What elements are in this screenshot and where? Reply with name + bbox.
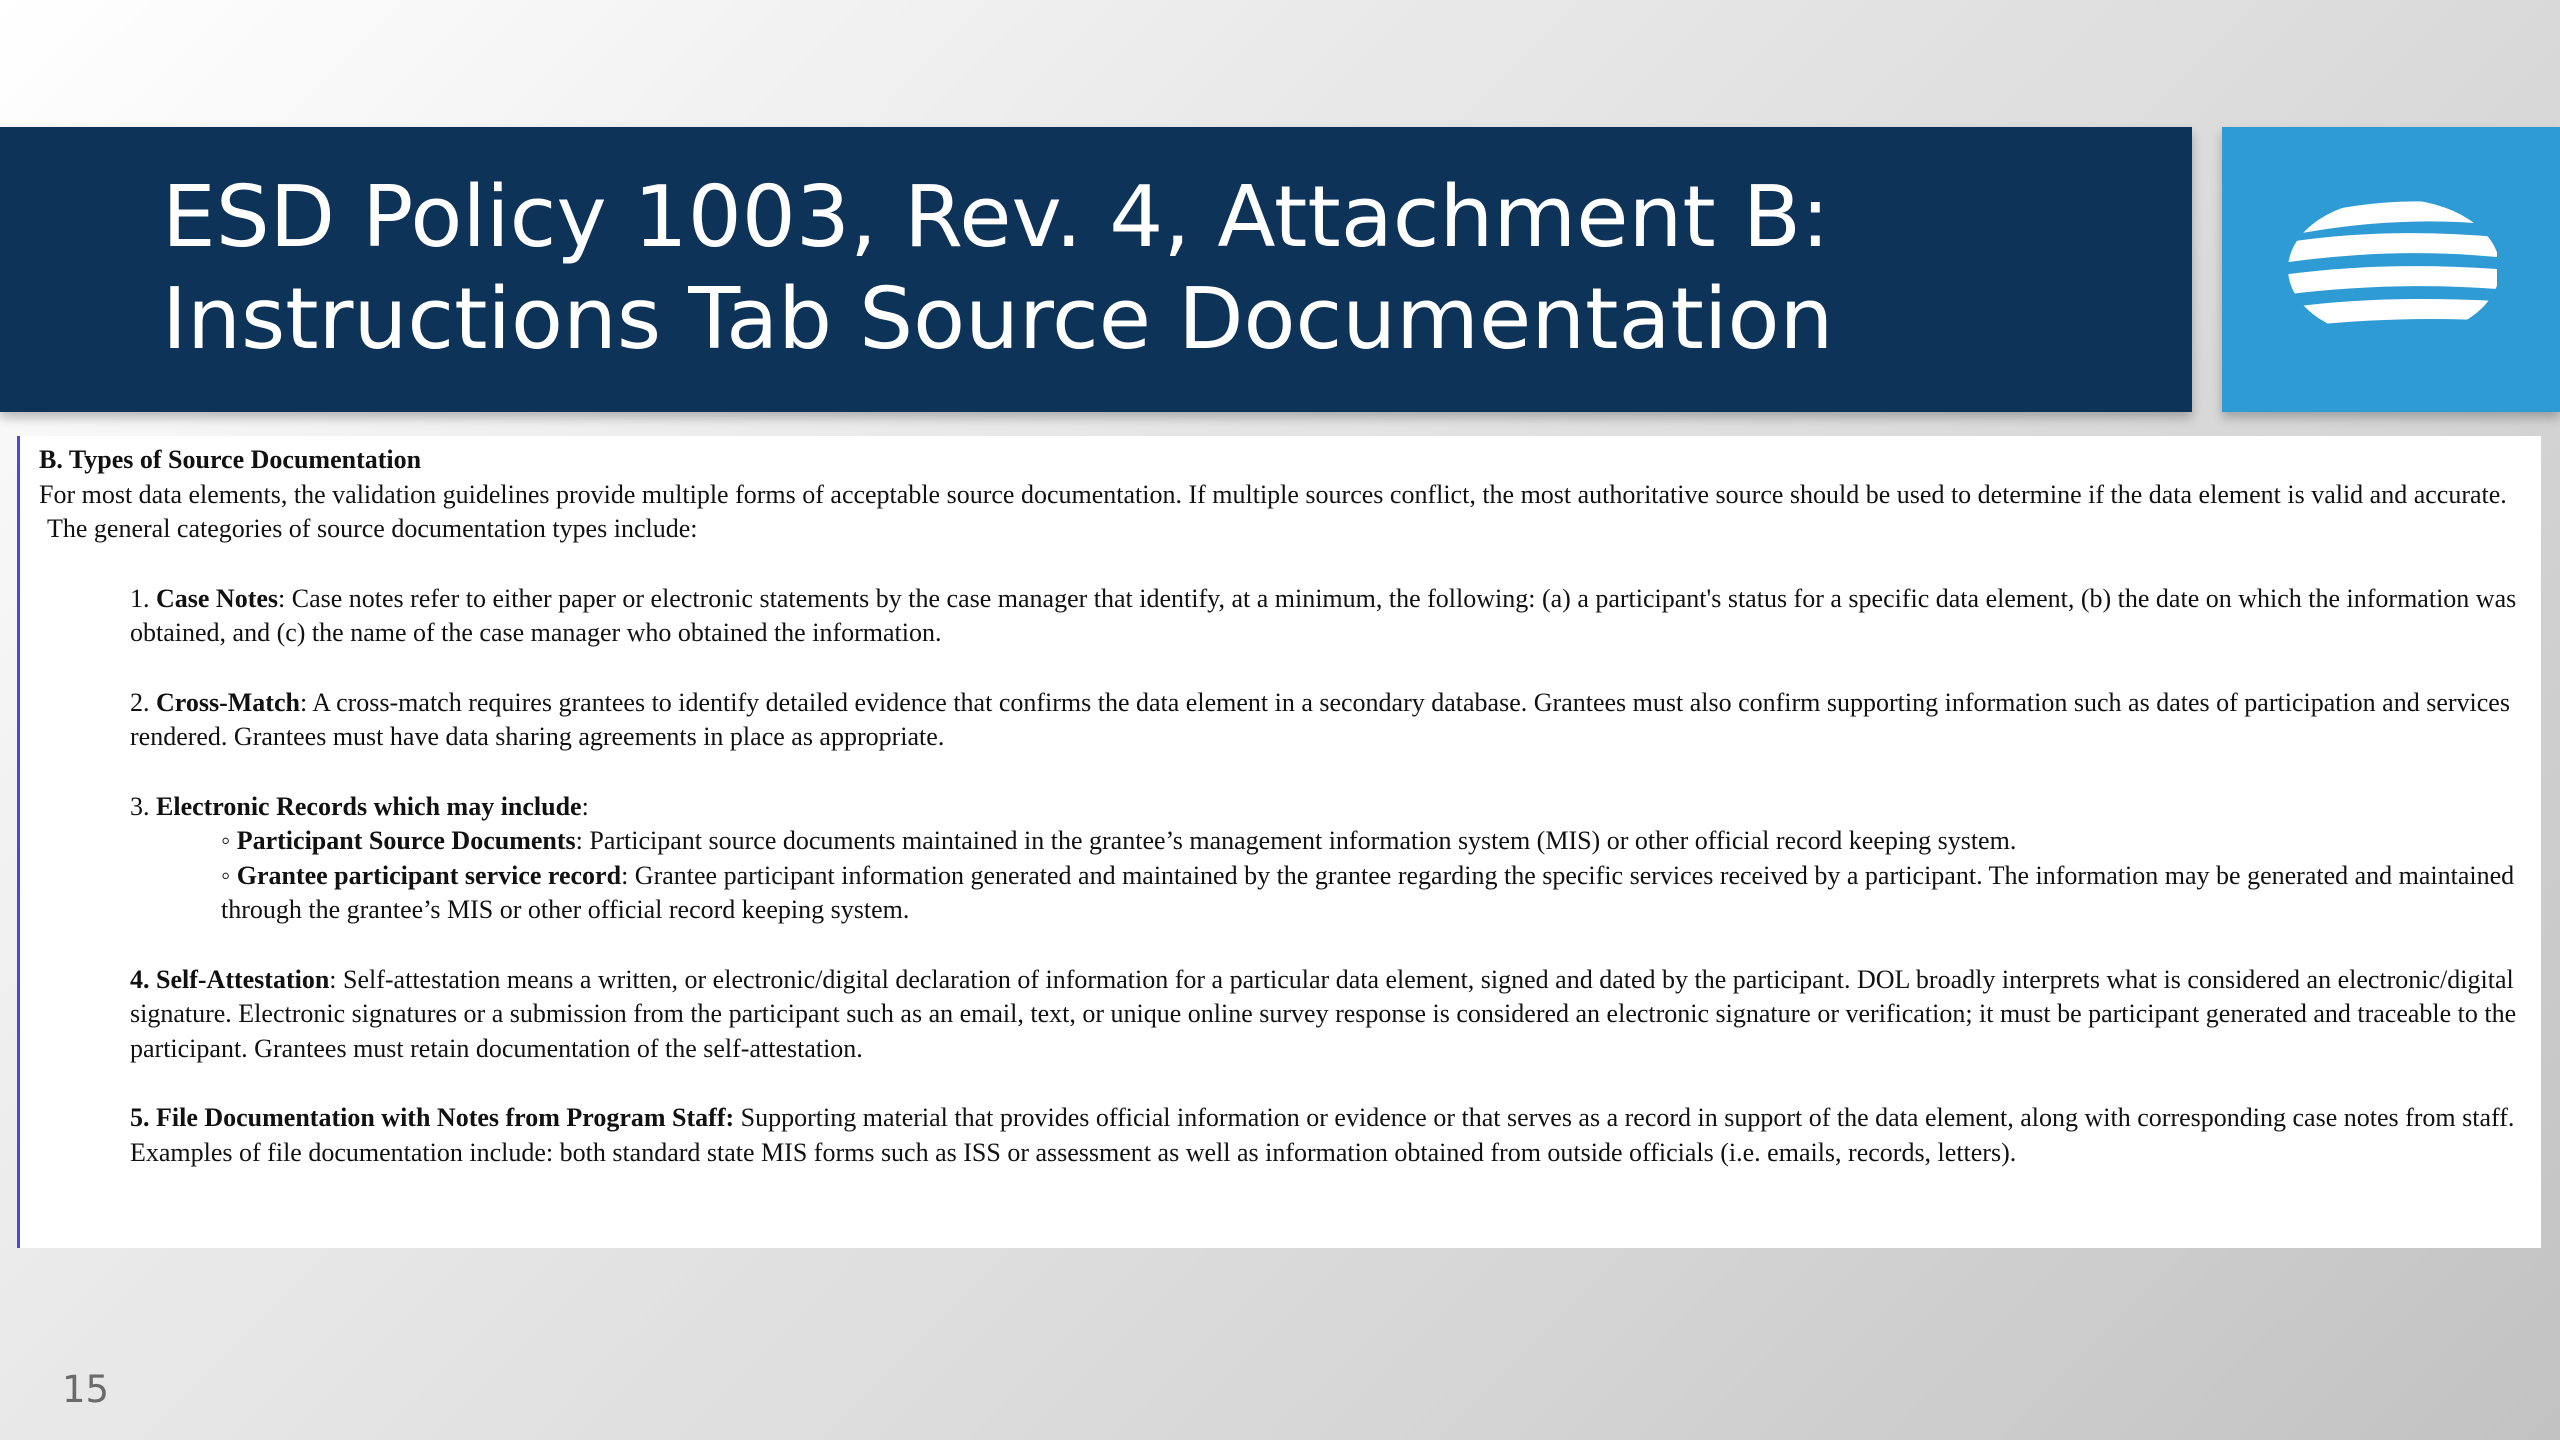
title-bar xyxy=(0,127,2192,412)
section-heading: B. Types of Source Documentation xyxy=(39,445,422,474)
logo-box xyxy=(2222,127,2560,412)
list-item-electronic-records: 3. Electronic Records which may include: xyxy=(130,791,589,821)
list-item-case-notes: 1. Case Notes: Case notes refer to either paper or electronic statements by the case manager that identify, at a minimum, the following: (a) a participant's status for a specific data element, (b) the date on which the information was obtained, and (c) the name of the case manager who obtained the information. xyxy=(130,583,2517,647)
intro-paragraph: For most data elements, the validation guidelines provide multiple forms of acceptable source documentation. If multiple sources conflict, the most authoritative source should be used to determine if the data element is valid and accurate. xyxy=(39,479,2507,509)
source-documentation-excerpt xyxy=(17,436,2541,1248)
slide-title-line-1: ESD Policy 1003, Rev. 4, Attachment B: xyxy=(162,168,1830,267)
list-item-cross-match: 2. Cross-Match: A cross-match requires grantees to identify detailed evidence that confirms the data element in a secondary database. Grantees must also confirm supporting information such as dates of participation and services rendered. Grantees must have data sharing agreements in place as appropriate. xyxy=(130,687,2510,751)
sub-item-participant-source-documents: ◦ Participant Source Documents: Participant source documents maintained in the grantee’s management information system (MIS) or other official record keeping system. xyxy=(221,826,2017,855)
general-categories-text: The general categories of source documentation types include: xyxy=(47,514,698,543)
esd-logo-icon xyxy=(2282,197,2502,342)
list-item-self-attestation: 4. Self-Attestation: Self-attestation means a written, or electronic/digital declaration of information for a particular data element, signed and dated by the participant. DOL broadly interprets what is considered an electronic/digital signature. Electronic signatures or a submission from the participant such as an email, text, or unique online survey response is considered an electronic signature or verification; it must be participant generated and traceable to the participant. Grantees must retain documentation of the self-attestation. xyxy=(130,964,2517,1063)
sub-item-grantee-service-record: ◦ Grantee participant service record: Grantee participant information generated and maintained by the grantee regarding the specific services received by a participant. The information may be generated and maintained through the grantee’s MIS or other official record keeping system. xyxy=(221,860,2515,924)
list-item-file-documentation: 5. File Documentation with Notes from Program Staff: Supporting material that provides official information or evidence or that serves as a record in support of the data element, along with corresponding case notes from staff. Examples of file documentation include: both standard state MIS forms such as ISS or assessment as well as information obtained from outside officials (i.e. emails, records, letters). xyxy=(130,1103,2515,1167)
page-number: 15 xyxy=(62,1368,110,1411)
slide-title-line-2: Instructions Tab Source Documentation xyxy=(162,270,1834,369)
slide-title xyxy=(162,167,2162,371)
